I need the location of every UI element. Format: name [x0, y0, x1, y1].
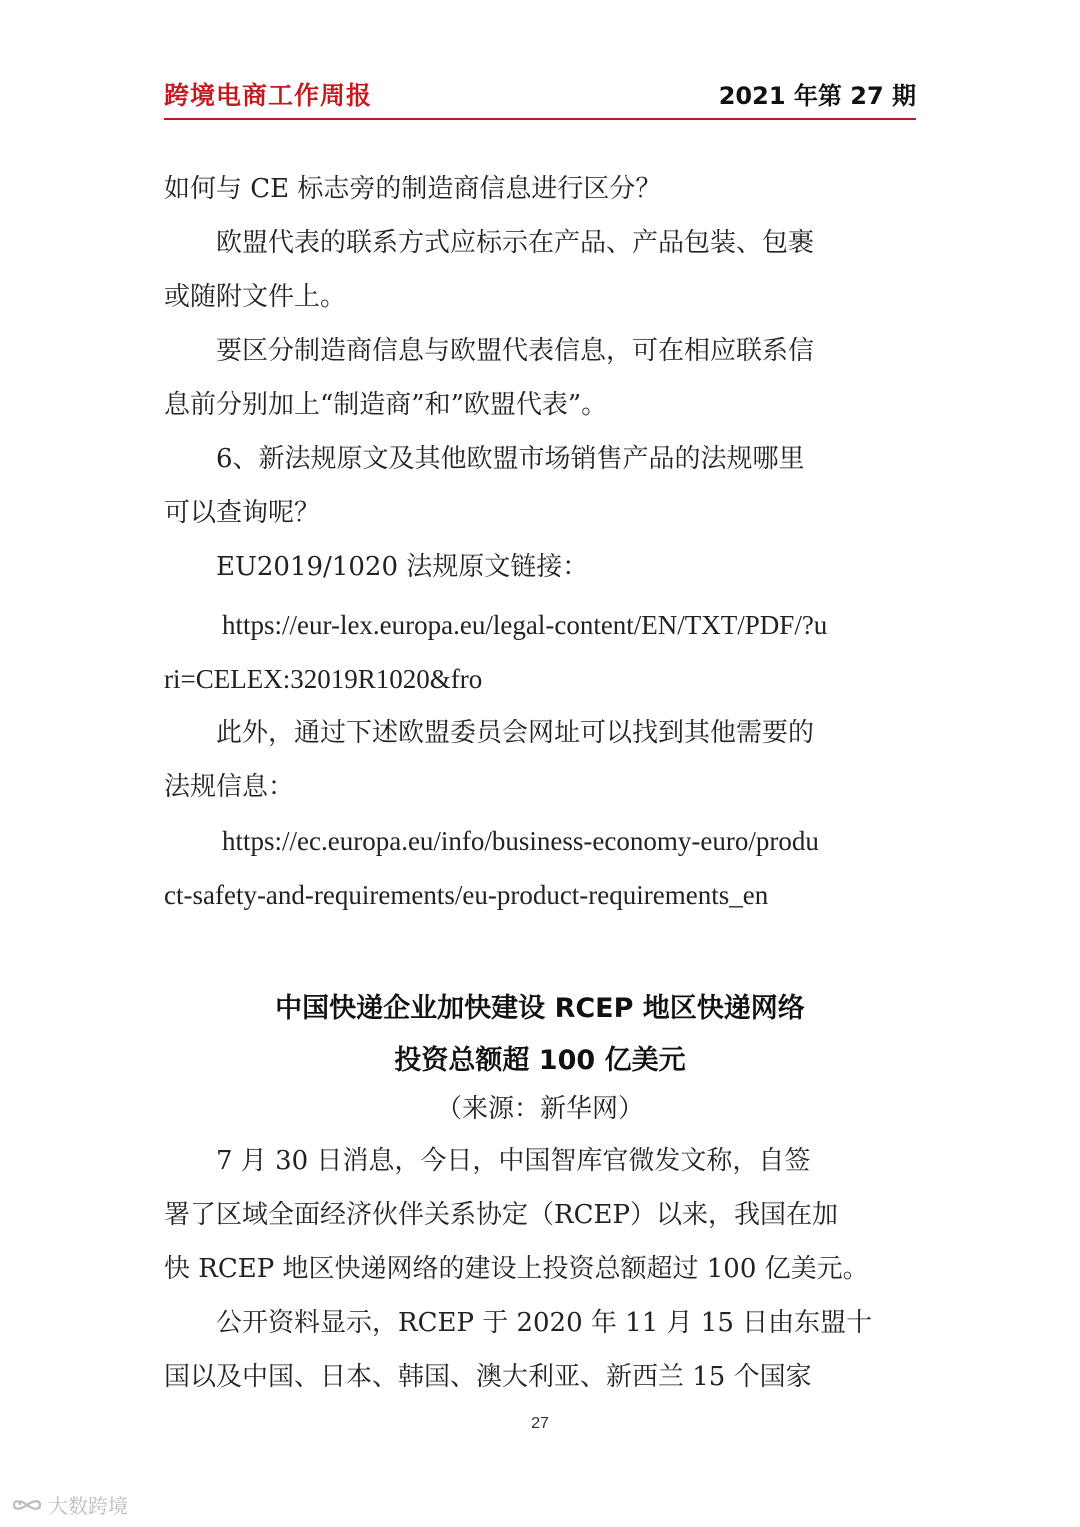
- text-line: 息前分别加上“制造商”和”欧盟代表”。: [164, 390, 608, 420]
- article-title-line-1: 中国快递企业加快建设 RCEP 地区快递网络: [275, 993, 805, 1024]
- paragraph-distinguish-info: [164, 324, 916, 432]
- text-line: 快 RCEP 地区快递网络的建设上投资总额超过 100 亿美元。: [164, 1254, 869, 1284]
- url-line: https://eur-lex.europa.eu/legal-content/EN/TXT/PDF/?u: [222, 610, 828, 640]
- text-line: 可以查询呢？: [164, 498, 321, 528]
- paragraph-ce-question: [164, 162, 916, 216]
- text-line: 法规信息：: [164, 772, 295, 802]
- text-line: 或随附文件上。: [164, 282, 347, 312]
- publication-name: 跨境电商工作周报: [164, 81, 373, 110]
- text-line: 国以及中国、日本、韩国、澳大利亚、新西兰 15 个国家: [164, 1362, 812, 1392]
- url-line: https://ec.europa.eu/info/business-economy-euro/produ: [222, 826, 819, 856]
- paragraph-question-6: [164, 432, 916, 540]
- issue-number: 2021 年第 27 期: [718, 82, 916, 110]
- paragraph-other-regulations: [164, 706, 916, 814]
- watermark-text: 大数跨境: [48, 1494, 128, 1518]
- text-line: 7 月 30 日消息，今日，中国智库官微发文称，自签: [216, 1146, 811, 1176]
- text-line: 如何与 CE 标志旁的制造商信息进行区分？: [164, 174, 662, 204]
- paragraph-eu-rep-contact: [164, 216, 916, 324]
- text-line: 欧盟代表的联系方式应标示在产品、产品包装、包裹: [216, 228, 815, 258]
- article-paragraph-1: [164, 1134, 916, 1296]
- url-line: ct-safety-and-requirements/eu-product-requirements_en: [164, 880, 769, 910]
- article-paragraph-2: [164, 1296, 916, 1404]
- article-title-line-2: 投资总额超 100 亿美元: [394, 1045, 686, 1076]
- ec-requirements-url-link[interactable]: [164, 814, 916, 922]
- infinity-icon: [12, 1496, 42, 1514]
- text-line: 署了区域全面经济伙伴关系协定（RCEP）以来，我国在加: [164, 1200, 838, 1230]
- text-line: 此外，通过下述欧盟委员会网址可以找到其他需要的: [216, 718, 815, 748]
- text-line: 6、新法规原文及其他欧盟市场销售产品的法规哪里: [216, 444, 805, 474]
- page-number: 27: [531, 1415, 549, 1432]
- text-line: 公开资料显示，RCEP 于 2020 年 11 月 15 日由东盟十: [216, 1308, 873, 1338]
- watermark: [12, 1490, 128, 1519]
- regulation-url-link[interactable]: [164, 598, 916, 706]
- paragraph-regulation-link-label: [164, 540, 916, 594]
- article-source: （来源：新华网）: [435, 1094, 644, 1124]
- header-divider: [164, 118, 916, 120]
- url-line: ri=CELEX:32019R1020&fro: [164, 664, 483, 694]
- text-line: 要区分制造商信息与欧盟代表信息，可在相应联系信: [216, 336, 815, 366]
- text-line: EU2019/1020 法规原文链接：: [216, 552, 589, 582]
